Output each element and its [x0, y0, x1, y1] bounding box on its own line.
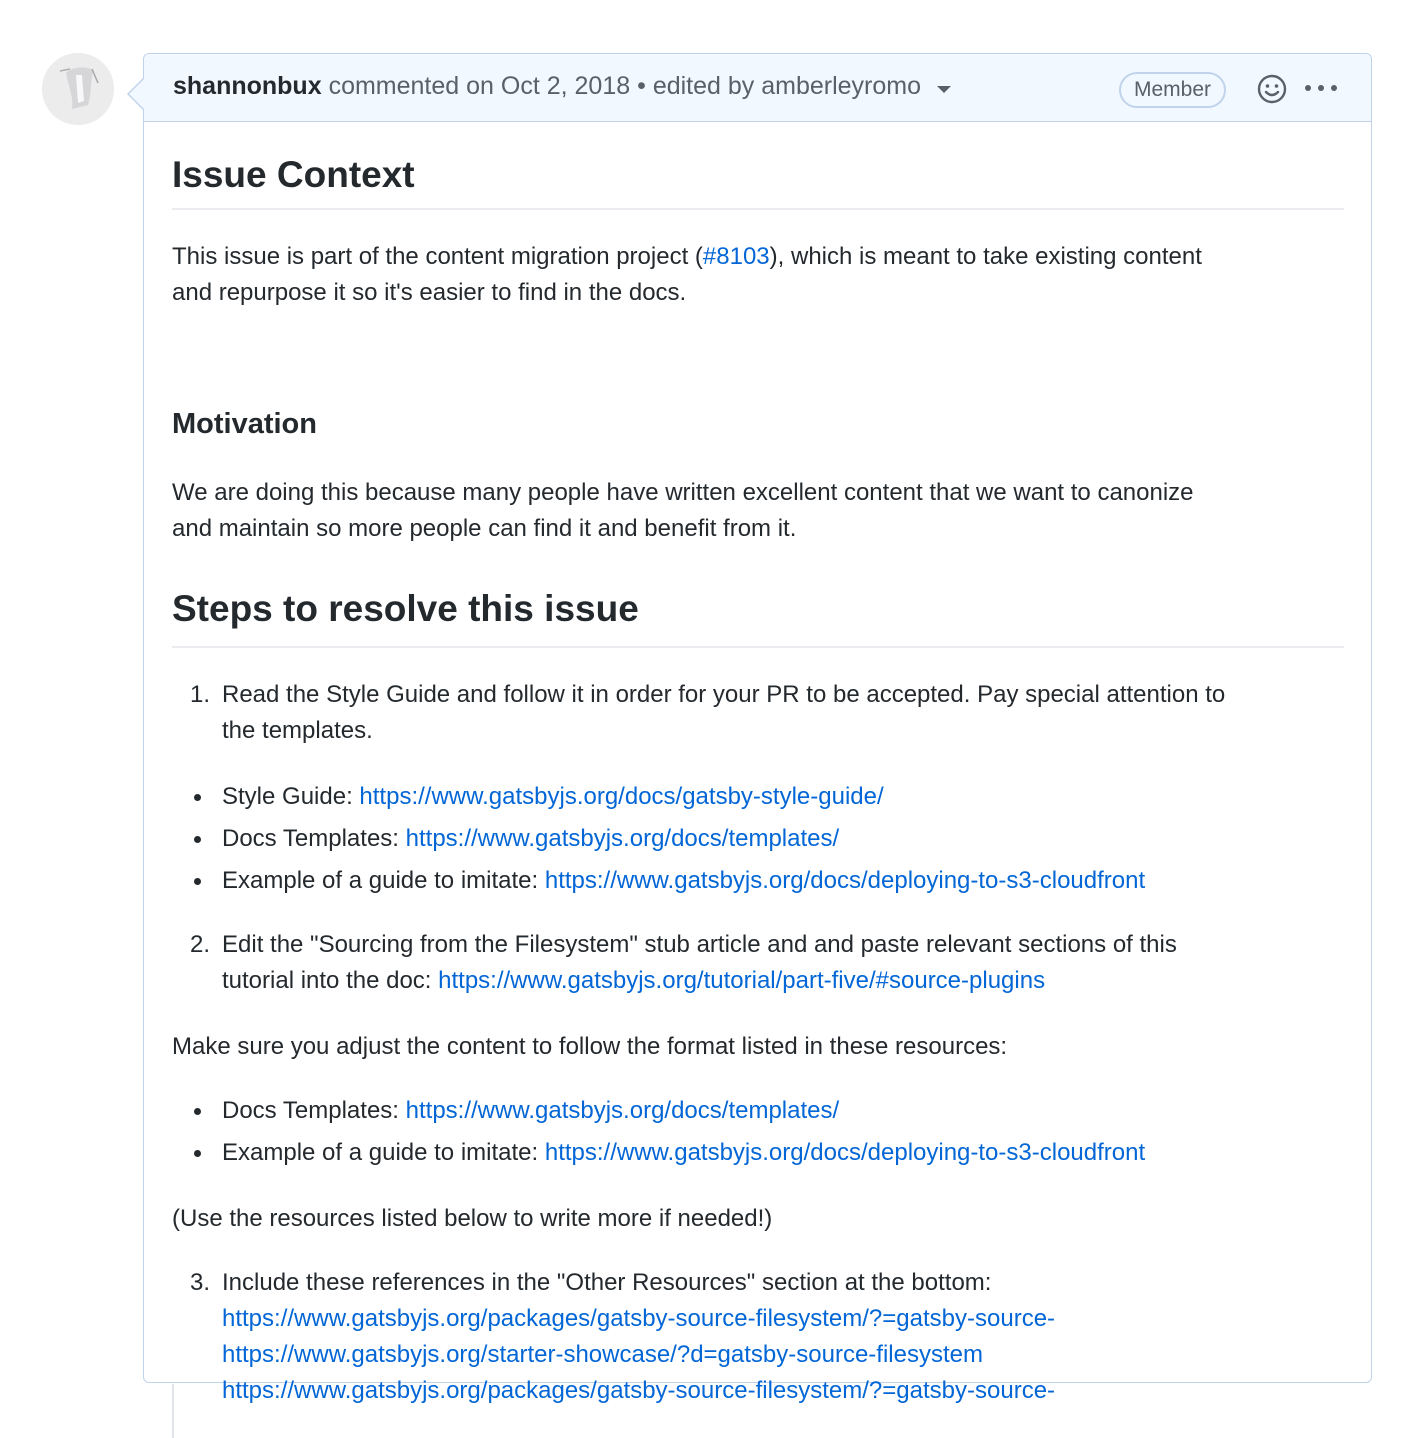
comment-meta — [173, 72, 951, 101]
smiley-icon[interactable] — [1256, 73, 1288, 105]
list-item: Docs Templates: https://www.gatsbyjs.org/docs/templates/ — [222, 821, 1344, 857]
separator-dot: • — [637, 72, 646, 100]
list-item: Example of a guide to imitate: https://www.gatsbyjs.org/docs/deploying-to-s3-cloudfront — [222, 863, 1344, 899]
reference-link-1[interactable]: https://www.gatsbyjs.org/packages/gatsby-source-filesystem/?=gatsby-source- — [222, 1305, 1056, 1332]
avatar-image — [42, 53, 114, 125]
heading-motivation: Motivation — [172, 408, 317, 440]
make-sure-paragraph: Make sure you adjust the content to follow the format listed in these resources: — [172, 1033, 1008, 1060]
tutorial-source-plugins-link[interactable]: https://www.gatsbyjs.org/tutorial/part-five/#source-plugins — [438, 967, 1046, 994]
bullet — [194, 794, 201, 801]
issue-context-paragraph: This issue is part of the content migration project (#8103), which is meant to take existing content and repurpose it so it's easier to find in the docs. — [172, 243, 1202, 306]
bullet — [194, 1108, 201, 1115]
guide-example-link[interactable]: https://www.gatsbyjs.org/docs/deploying-to-s3-cloudfront — [544, 867, 1146, 894]
bullet — [194, 878, 201, 885]
comment-header — [144, 54, 1371, 122]
edited-by-label: edited by amberleyromo — [652, 72, 922, 100]
docs-templates-link-2[interactable]: https://www.gatsbyjs.org/docs/templates/ — [405, 1097, 840, 1124]
guide-example-link-2[interactable]: https://www.gatsbyjs.org/docs/deploying-to-s3-cloudfront — [544, 1139, 1146, 1166]
timeline-line — [172, 1384, 174, 1438]
list-item: Example of a guide to imitate: https://www.gatsbyjs.org/docs/deploying-to-s3-cloudfront — [222, 1135, 1344, 1171]
motivation-paragraph: We are doing this because many people have written excellent content that we want to canonize and maintain so more people can find it and benefit from it. — [172, 479, 1194, 542]
comment-caret-fill — [129, 79, 144, 109]
step-3: 3. Include these references in the "Other Resources" section at the bottom: https://www.gatsbyjs.org/packages/gatsby-source-filesystem/?=gatsby-source- https://www.gatsbyjs.org/starter-showcase/?d=gatsby-source-filesystem https://www.gatsbyjs.org/packages/gatsby-source-filesystem/?=gatsby-source- — [222, 1265, 1344, 1409]
style-guide-link[interactable]: https://www.gatsbyjs.org/docs/gatsby-style-guide/ — [359, 783, 884, 810]
reference-link-3[interactable]: https://www.gatsbyjs.org/packages/gatsby-source-filesystem/?=gatsby-source- — [222, 1377, 1056, 1404]
heading-steps: Steps to resolve this issue — [172, 588, 1344, 648]
use-resources-paragraph: (Use the resources listed below to write more if needed!) — [172, 1205, 773, 1232]
author-link[interactable]: shannonbux — [173, 72, 322, 100]
list-item: Style Guide: https://www.gatsbyjs.org/docs/gatsby-style-guide/ — [222, 779, 1344, 815]
avatar[interactable] — [42, 53, 114, 125]
issue-8103-link[interactable]: #8103 — [702, 243, 770, 270]
reference-link-2[interactable]: https://www.gatsbyjs.org/starter-showcase/?d=gatsby-source-filesystem — [222, 1341, 983, 1368]
member-badge: Member — [1119, 72, 1226, 108]
step-2: 2. Edit the "Sourcing from the Filesystem" stub article and and paste relevant sections of this tutorial into the doc: https://www.gatsbyjs.org/tutorial/part-five/#source-plugins — [190, 931, 1177, 994]
docs-templates-link[interactable]: https://www.gatsbyjs.org/docs/templates/ — [405, 825, 840, 852]
heading-issue-context: Issue Context — [172, 154, 1344, 210]
kebab-horizontal-icon[interactable] — [1304, 84, 1338, 92]
edit-history-button[interactable] — [653, 72, 951, 101]
list-item: Docs Templates: https://www.gatsbyjs.org/docs/templates/ — [222, 1093, 1344, 1129]
chevron-down-icon — [937, 86, 951, 93]
comment-action: commented on — [328, 72, 494, 100]
step-1: 1. Read the Style Guide and follow it in order for your PR to be accepted. Pay special attention to the templates. — [190, 681, 1226, 744]
bullet — [194, 1150, 201, 1157]
bullet — [194, 836, 201, 843]
comment-container — [143, 53, 1372, 1404]
comment-date-link[interactable]: Oct 2, 2018 — [500, 72, 631, 100]
